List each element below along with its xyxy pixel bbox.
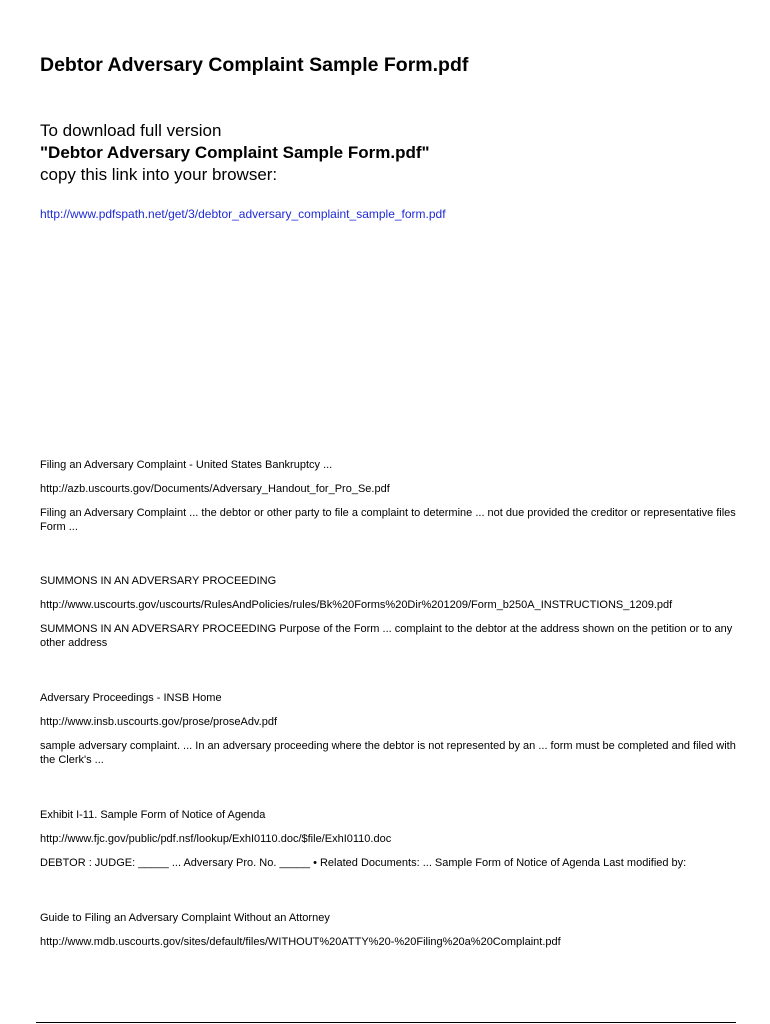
result-snippet: Filing an Adversary Complaint ... the debtor or other party to file a complaint to determine ... not due provided the creditor or representative files Form ... bbox=[40, 507, 736, 533]
search-result bbox=[40, 574, 746, 650]
result-title: Guide to Filing an Adversary Complaint Without an Attorney bbox=[40, 912, 330, 924]
search-result bbox=[40, 911, 746, 949]
result-snippet: SUMMONS IN AN ADVERSARY PROCEEDING Purpose of the Form ... complaint to the debtor at the address shown on the petition or to any other address bbox=[40, 623, 733, 649]
result-title: Exhibit I-11. Sample Form of Notice of Agenda bbox=[40, 809, 266, 821]
result-snippet: sample adversary complaint. ... In an adversary proceeding where the debtor is not represented by an ... form must be completed and filed with the Clerk's ... bbox=[40, 740, 736, 766]
result-url: http://www.uscourts.gov/uscourts/RulesAndPolicies/rules/Bk%20Forms%20Dir%201209/Form_b250A_INSTRUCTIONS_1209.pdf bbox=[40, 599, 673, 611]
search-result bbox=[40, 458, 746, 534]
result-url: http://azb.uscourts.gov/Documents/Adversary_Handout_for_Pro_Se.pdf bbox=[40, 483, 390, 495]
footer-divider bbox=[36, 1022, 736, 1023]
result-url: http://www.insb.uscourts.gov/prose/proseAdv.pdf bbox=[40, 716, 278, 728]
search-result bbox=[40, 691, 746, 767]
download-line-instruction: copy this link into your browser: bbox=[40, 165, 278, 184]
result-snippet: DEBTOR : JUDGE: _____ ... Adversary Pro. No. _____ • Related Documents: ... Sample Form of Notice of Agenda Last modified by: bbox=[40, 857, 687, 869]
document-title: Debtor Adversary Complaint Sample Form.pdf bbox=[40, 54, 469, 76]
download-link[interactable]: http://www.pdfspath.net/get/3/debtor_adversary_complaint_sample_form.pdf bbox=[40, 207, 446, 221]
result-url: http://www.fjc.gov/public/pdf.nsf/lookup/ExhI0110.doc/$file/ExhI0110.doc bbox=[40, 833, 392, 845]
download-instructions bbox=[40, 120, 430, 186]
result-url: http://www.mdb.uscourts.gov/sites/default/files/WITHOUT%20ATTY%20-%20Filing%20a%20Complaint.pdf bbox=[40, 936, 561, 948]
download-line-filename: "Debtor Adversary Complaint Sample Form.pdf" bbox=[40, 143, 430, 162]
result-title: Adversary Proceedings - INSB Home bbox=[40, 692, 222, 704]
search-result bbox=[40, 808, 746, 870]
result-title: Filing an Adversary Complaint - United States Bankruptcy ... bbox=[40, 459, 333, 471]
download-line-intro: To download full version bbox=[40, 121, 222, 140]
result-title: SUMMONS IN AN ADVERSARY PROCEEDING bbox=[40, 575, 277, 587]
